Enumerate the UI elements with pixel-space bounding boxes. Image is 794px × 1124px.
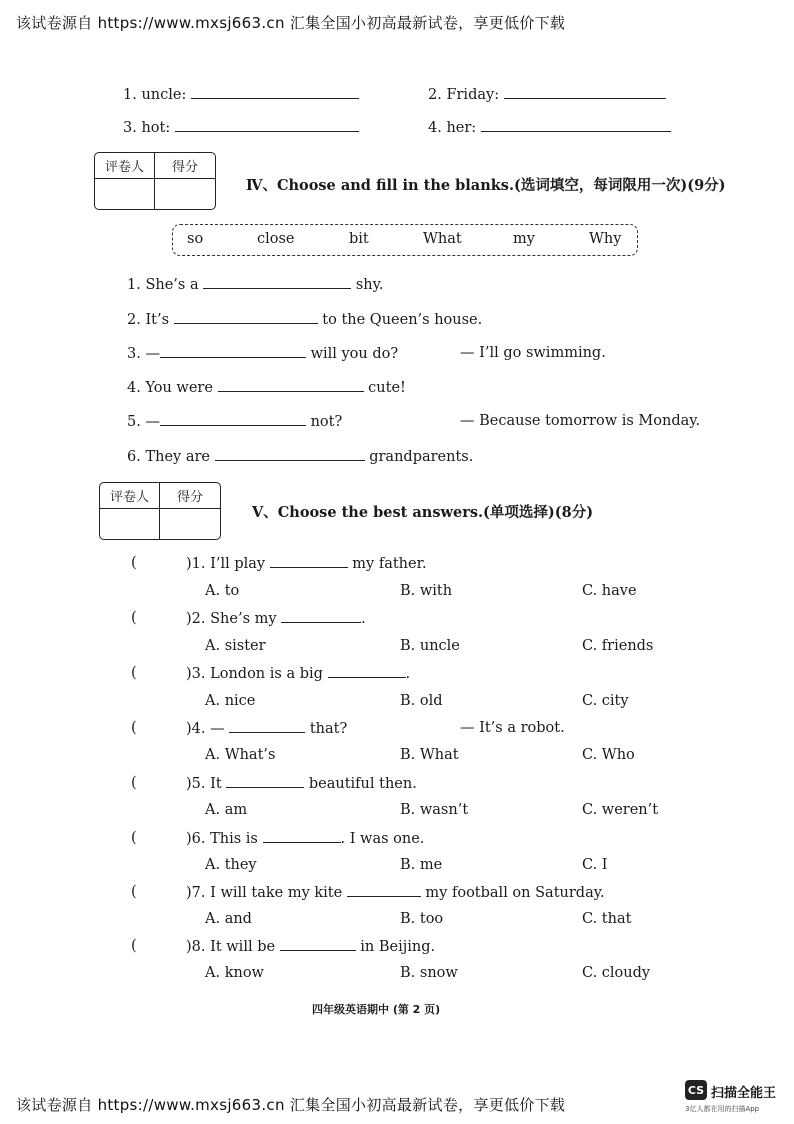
option-a: A. to	[205, 583, 240, 599]
word-bank-item: What	[423, 231, 462, 247]
camscanner-logo	[685, 1080, 785, 1116]
option-a: A. nice	[205, 693, 256, 709]
score-box-part5	[99, 482, 221, 540]
word-bank-item: so	[187, 231, 204, 247]
option-b: B. me	[400, 857, 443, 873]
p3-item-4: 4. her:	[428, 119, 671, 136]
logo-name: 扫描全能王	[711, 1086, 777, 1101]
option-c: C. that	[582, 911, 632, 927]
score-cell	[155, 179, 215, 209]
option-c: C. Who	[582, 747, 635, 763]
grader-label: 评卷人	[95, 153, 155, 179]
option-a: A. sister	[205, 638, 266, 654]
option-b: B. with	[400, 583, 453, 599]
grader-cell	[95, 179, 155, 209]
p4-q5: 5. — not?	[127, 414, 343, 430]
option-b: B. wasn’t	[400, 802, 469, 818]
option-c: C. I	[582, 857, 608, 873]
p4-q6: 6. They are grandparents.	[127, 449, 474, 465]
option-a: A. they	[205, 857, 257, 873]
option-a: A. know	[205, 965, 264, 981]
option-a: A. What’s	[205, 747, 276, 763]
p4-q3: 3. — will you do?	[127, 346, 399, 362]
p4-q2: 2. It’s to the Queen’s house.	[127, 312, 483, 328]
option-b: B. snow	[400, 965, 458, 981]
camscanner-icon: CS	[685, 1080, 707, 1100]
option-a: A. and	[205, 911, 252, 927]
score-label: 得分	[160, 483, 220, 509]
page-footer: 四年级英语期中 (第 2 页)	[312, 1003, 441, 1016]
word-bank-item: close	[257, 231, 295, 247]
source-banner-top: 该试卷源自 https://www.mxsj663.cn 汇集全国小初高最新试卷，享更低价下载	[16, 14, 566, 32]
option-b: B. uncle	[400, 638, 460, 654]
word-bank	[172, 224, 638, 256]
p5-q4-reply: — It’s a robot.	[460, 720, 565, 736]
exam-page: 该试卷源自 https://www.mxsj663.cn 汇集全国小初高最新试卷，享更低价下载 1. uncle: 2. Friday: 3. hot: 4. her: 评卷人 得分 Ⅳ、Choose and fill in the blanks.(选词填空，每词限用一次)(9分) so close bit What my Why 1. She’s a shy. 2. It’s to the Queen’s house. 3. — will you do? — I’ll go swimming. 4. You were cute! 5. — not? — Because tomorrow is Monday. 6. They are grandparents. 评卷人 得分 Ⅴ、Choose the best answers.(单项选择)(8分) ( )1. I’ll play my father. A. to B. with C. have ( )2. She’s my . A. sister B. uncle C. friends ( )3. London is a big . A. nice B. old C. city ( )4. — that? — It’s a robot. A. What’s B. What C. Who ( )5. It beautiful then. A. am B. wasn’t C. weren’t ( )6. This is . I was one. A. they B. me C. I ( )7. I will take my kite my football on Saturday. A. and B. too C. that ( )8. It will be in Beijing. A. know B. snow C. cloudy 四年级英语期中 (第 2 页) 该试卷源自 https://www.mxsj663.cn 汇集全国小初高最新试卷，享更低价下载 CS 扫描全能王 3亿人都在用的扫描App	[0, 0, 794, 1124]
part4-title: Ⅳ、Choose and fill in the blanks.(选词填空，每词限用一次)(9分)	[246, 177, 726, 194]
logo-tagline: 3亿人都在用的扫描App	[685, 1105, 760, 1113]
grader-cell	[100, 509, 160, 539]
option-c: C. have	[582, 583, 637, 599]
score-cell	[160, 509, 220, 539]
p4-q3-answer: — I’ll go swimming.	[460, 345, 606, 361]
score-box-part4	[94, 152, 216, 210]
option-c: C. city	[582, 693, 629, 709]
option-b: B. old	[400, 693, 443, 709]
option-c: C. cloudy	[582, 965, 651, 981]
p3-item-3: 3. hot:	[123, 119, 359, 136]
option-a: A. am	[205, 802, 248, 818]
p3-item-2: 2. Friday:	[428, 86, 666, 103]
option-c: C. friends	[582, 638, 654, 654]
p4-q5-answer: — Because tomorrow is Monday.	[460, 413, 701, 429]
p3-item-1: 1. uncle:	[123, 86, 359, 103]
p4-q1: 1. She’s a shy.	[127, 277, 384, 293]
grader-label: 评卷人	[100, 483, 160, 509]
p4-q4: 4. You were cute!	[127, 380, 406, 396]
option-b: B. too	[400, 911, 444, 927]
part5-title: Ⅴ、Choose the best answers.(单项选择)(8分)	[252, 504, 594, 521]
source-banner-bottom: 该试卷源自 https://www.mxsj663.cn 汇集全国小初高最新试卷，享更低价下载	[16, 1096, 566, 1114]
option-c: C. weren’t	[582, 802, 659, 818]
word-bank-item: my	[513, 231, 535, 247]
word-bank-item: bit	[349, 231, 369, 247]
option-b: B. What	[400, 747, 459, 763]
word-bank-item: Why	[589, 231, 622, 247]
score-label: 得分	[155, 153, 215, 179]
